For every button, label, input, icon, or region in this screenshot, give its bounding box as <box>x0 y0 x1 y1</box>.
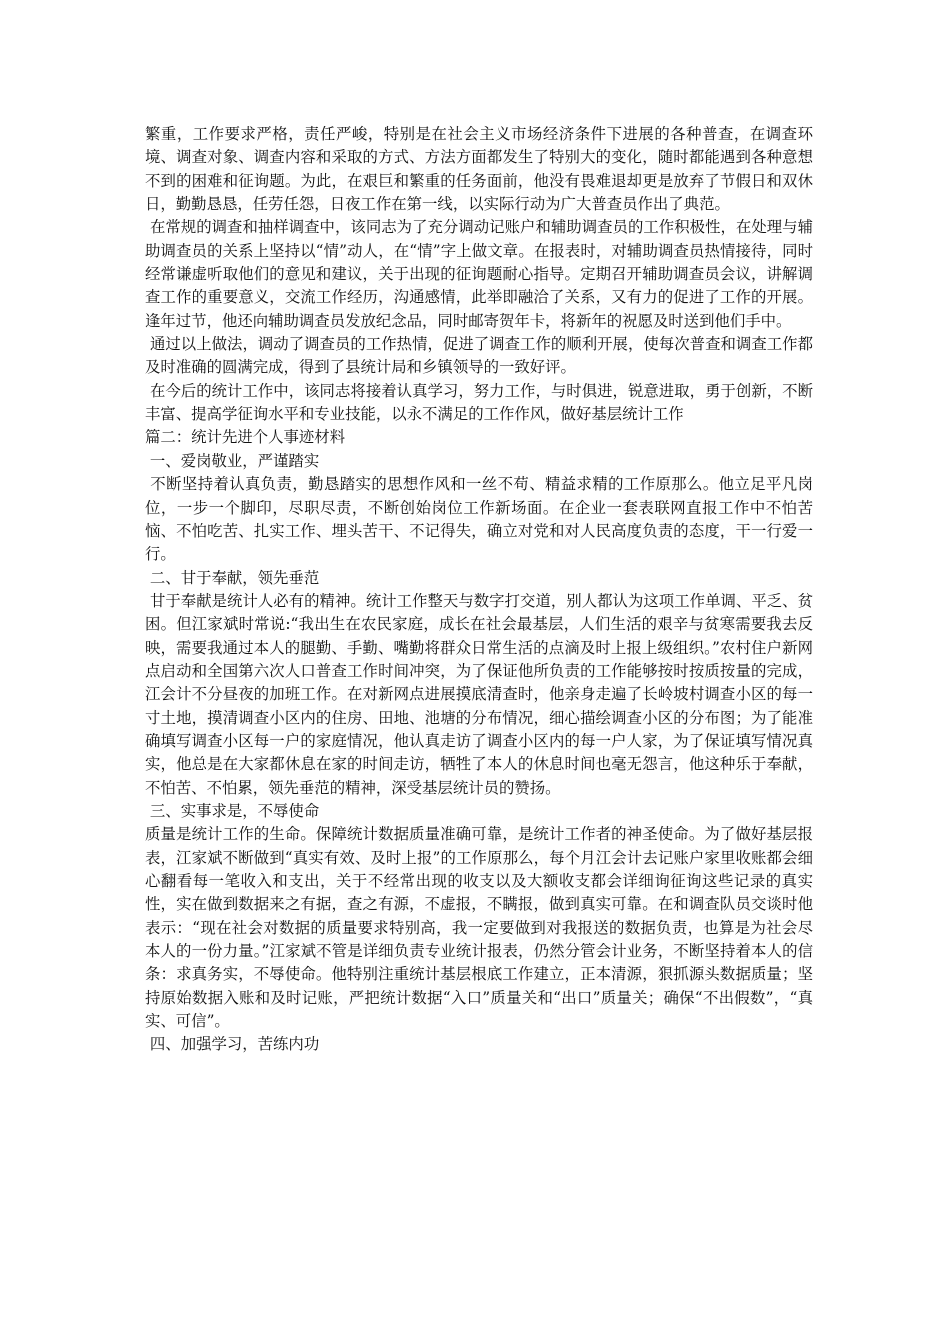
heading-truth: 三、实事求是，不辱使命 <box>145 801 320 820</box>
paragraph-truth: 质量是统计工作的生命。保障统计数据质量准确可靠，是统计工作者的神圣使命。为了做好基层报表，江家斌不断做到“真实有效、及时上报”的工作原那么，每个月江会计去记账户家里收账都会细心翻看每一笔收入和支出，关于不经常出现的收支以及大额收支都会详细询征询这些记录的真实性，实在做到数据来之有据，查之有源，不虚报，不瞒报，做到真实可靠。在和调查队员交谈时他表示：“现在社会对数据的质量要求特别高，我一定要做到对我报送的数据负责，也算是为社会尽本人的一份力量。”江家斌不管是详细负责专业统计报表，仍然分管会计业务，不断坚持着本人的信条：求真务实，不辱使命。他特别注重统计基层根底工作建立，正本清源，狠抓源头数据质量；坚持原始数据入账和及时记账，严把统计数据“入口”质量关和“出口”质量关；确保“不出假数”，“真实、可信”。 <box>145 825 813 1031</box>
paragraph-census-work: 繁重，工作要求严格，责任严峻，特别是在社会主义市场经济条件下进展的各种普查，在调查环境、调查对象、调查内容和采取的方式、方法方面都发生了特别大的变化，随时都能遇到各种意想不到的困难和征询题。为此，在艰巨和繁重的任务面前，他没有畏难退却更是放弃了节假日和双休日，勤勤恳恳，任劳任怨，日夜工作在第一线，以实际行动为广大普查员作出了典范。 <box>145 125 813 214</box>
paragraph-devotion: 甘于奉献是统计人必有的精神。统计工作整天与数字打交道，别人都认为这项工作单调、平乏、贫困。但江家斌时常说:“我出生在农民家庭，成长在社会最基层，人们生活的艰辛与贫寒需要我去反映，需要我通过本人的腿勤、手勤、嘴勤将群众日常生活的点滴及时上报上级组织。”农村住户新网点启动和全国第六次人口普查工作时间冲突，为了保证他所负责的工作能够按时按质按量的完成，江会计不分昼夜的加班工作。在对新网点进展摸底清查时，他亲身走遍了长岭坡村调查小区的每一寸土地，摸清调查小区内的住房、田地、池塘的分布情况，细心描绘调查小区的分布图；为了能准确填写调查小区每一户的家庭情况，他认真走访了调查小区内的每一户人家，为了保证填写情况真实，他总是在大家都休息在家的时间走访，牺牲了本人的休息时间也毫无怨言，他这种乐于奉献，不怕苦、不怕累，领先垂范的精神，深受基层统计员的赞扬。 <box>145 591 813 797</box>
paragraph-results: 通过以上做法，调动了调查员的工作热情，促进了调查工作的顺利开展，使每次普查和调查工作都及时准确的圆满完成，得到了县统计局和乡镇领导的一致好评。 <box>145 335 813 377</box>
paragraph-future-work: 在今后的统计工作中，该同志将接着认真学习，努力工作，与时俱进，锐意进取，勇于创新，不断丰富、提高学征询水平和专业技能，以永不满足的工作作风，做好基层统计工作 <box>145 381 813 424</box>
paragraph-assistant-relations: 在常规的调查和抽样调查中，该同志为了充分调动记账户和辅助调查员的工作积极性，在处理与辅助调查员的关系上坚持以“情”动人，在“情”字上做文章。在报表时，对辅助调查员热情接待，同时经常谦虚听取他们的意见和建议，关于出现的征询题耐心指导。定期召开辅助调查员会议，讲解调查工作的重要意义，交流工作经历，沟通感情，此举即融洽了关系，又有力的促进了工作的开展。逢年过节，他还向辅助调查员发放纪念品，同时邮寄贺年卡，将新年的祝愿及时送到他们手中。 <box>145 218 813 330</box>
heading-dedication: 一、爱岗敬业，严谨踏实 <box>145 451 320 470</box>
section-title-part-two: 篇二：统计先进个人事迹材料 <box>145 428 346 447</box>
heading-study: 四、加强学习，苦练内功 <box>145 1035 320 1054</box>
document-body <box>145 123 813 1057</box>
paragraph-dedication: 不断坚持着认真负责，勤恳踏实的思想作风和一丝不苟、精益求精的工作原那么。他立足平凡岗位，一步一个脚印，尽职尽责，不断创始岗位工作新场面。在企业一套表联网直报工作中不怕苦恼、不怕吃苦、扎实工作、埋头苦干、不记得失，确立对党和对人民高度负责的态度，干一行爱一行。 <box>145 475 813 564</box>
heading-devotion: 二、甘于奉献，领先垂范 <box>145 568 320 587</box>
